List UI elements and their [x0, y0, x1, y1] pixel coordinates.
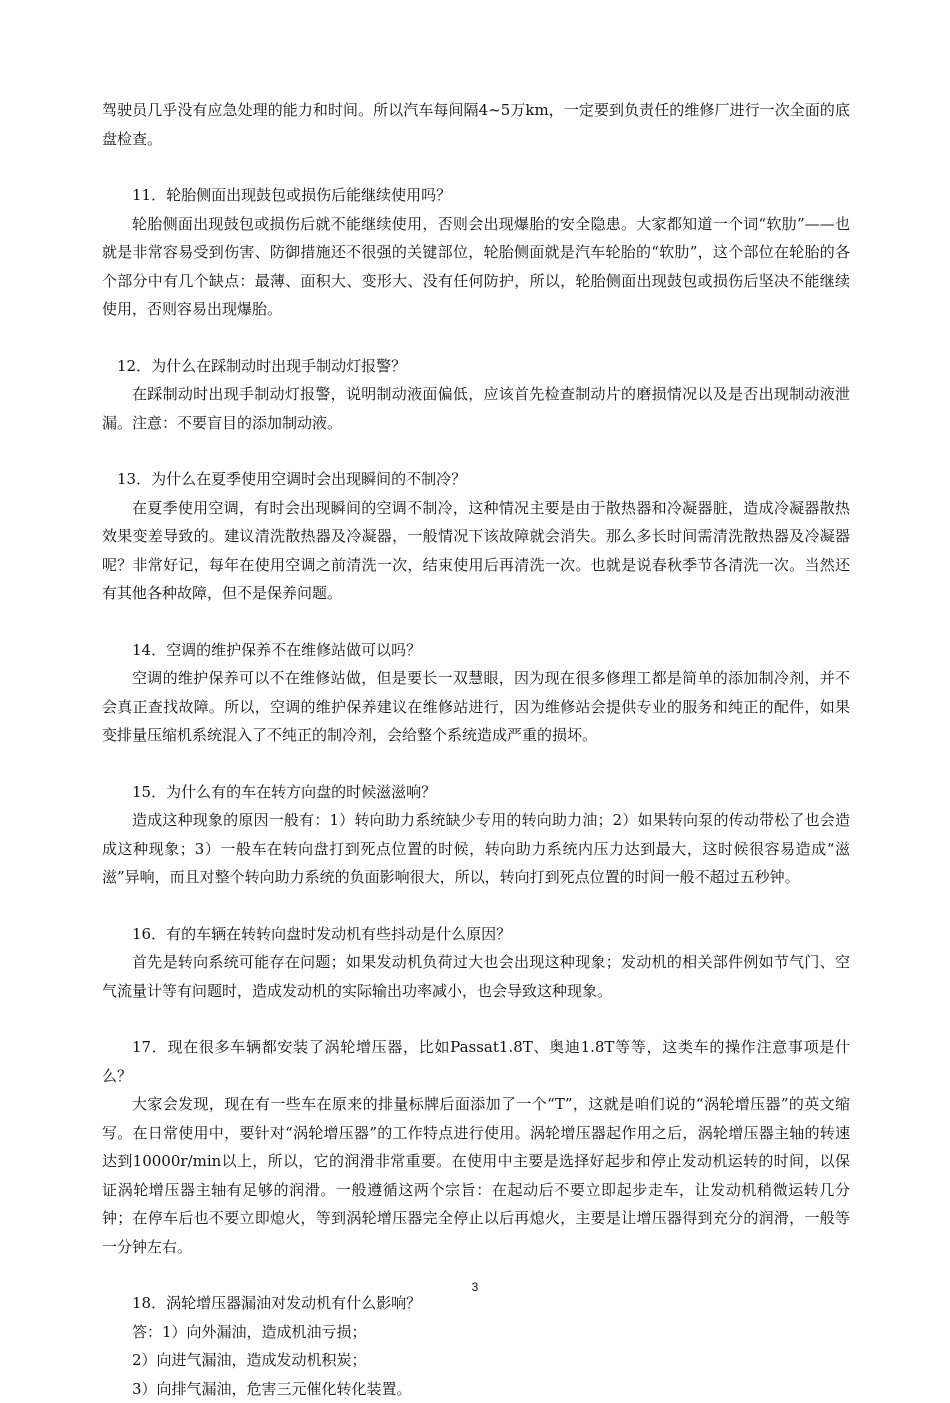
- answer-14: 空调的维护保养可以不在维修站做，但是要长一双慧眼，因为现在很多修理工都是简单的添加制冷剂，并不会真正查找故障。所以，空调的维护保养建议在维修站进行，因为维修站会提供专业的服务和纯正的配件，如果变排量压缩机系统混入了不纯正的制冷剂，会给整个系统造成严重的损坏。: [102, 664, 850, 750]
- question-17: 17．现在很多车辆都安装了涡轮增压器，比如Passat1.8T、奥迪1.8T等等，这类车的操作注意事项是什么？: [102, 1033, 850, 1090]
- page-number: 3: [0, 1280, 950, 1294]
- spacer: [102, 437, 850, 465]
- spacer: [102, 608, 850, 636]
- spacer: [102, 1005, 850, 1033]
- question-14: 14．空调的维护保养不在维修站做可以吗？: [102, 636, 850, 665]
- question-11: 11．轮胎侧面出现鼓包或损伤后能继续使用吗？: [102, 181, 850, 210]
- answer-15: 造成这种现象的原因一般有：1）转向助力系统缺少专用的转向助力油；2）如果转向泵的传动带松了也会造成这种现象；3）一般车在转向盘打到死点位置的时候，转向助力系统内压力达到最大，这时候很容易造成“滋滋”异响，而且对整个转向助力系统的负面影响很大，所以，转向打到死点位置的时间一般不超过五秒钟。: [102, 806, 850, 892]
- spacer: [102, 750, 850, 778]
- answer-18-line-3: 3）向排气漏油，危害三元催化转化装置。: [102, 1375, 850, 1403]
- answer-12: 在踩制动时出现手制动灯报警，说明制动液面偏低，应该首先检查制动片的磨损情况以及是否出现制动液泄漏。注意：不要盲目的添加制动液。: [102, 380, 850, 437]
- spacer: [102, 153, 850, 181]
- answer-11: 轮胎侧面出现鼓包或损伤后就不能继续使用，否则会出现爆胎的安全隐患。大家都知道一个词“软肋”——也就是非常容易受到伤害、防御措施还不很强的关键部位，轮胎侧面就是汽车轮胎的“软肋”，这个部位在轮胎的各个部分中有几个缺点：最薄、面积大、变形大、没有任何防护，所以，轮胎侧面出现鼓包或损伤后坚决不能继续使用，否则容易出现爆胎。: [102, 210, 850, 324]
- question-18: 18．涡轮增压器漏油对发动机有什么影响？: [102, 1289, 850, 1318]
- answer-18-line-2: 2）向进气漏油，造成发动机积炭；: [102, 1346, 850, 1375]
- spacer: [102, 892, 850, 920]
- intro-paragraph: 驾驶员几乎没有应急处理的能力和时间。所以汽车每间隔4~5万km，一定要到负责任的维修厂进行一次全面的底盘检查。: [102, 96, 850, 153]
- answer-16: 首先是转向系统可能存在问题；如果发动机负荷过大也会出现这种现象；发动机的相关部件例如节气门、空气流量计等有问题时，造成发动机的实际输出功率减小，也会导致这种现象。: [102, 948, 850, 1005]
- question-15: 15．为什么有的车在转方向盘的时候滋滋响？: [102, 778, 850, 807]
- page-body: [102, 96, 850, 1403]
- answer-18-line-1: 答：1）向外漏油，造成机油亏损；: [102, 1318, 850, 1347]
- question-16: 16．有的车辆在转转向盘时发动机有些抖动是什么原因？: [102, 920, 850, 949]
- spacer: [102, 324, 850, 352]
- answer-13: 在夏季使用空调，有时会出现瞬间的空调不制冷，这种情况主要是由于散热器和冷凝器脏，造成冷凝器散热效果变差导致的。建议清洗散热器及冷凝器，一般情况下该故障就会消失。那么多长时间需清洗散热器及冷凝器呢？非常好记，每年在使用空调之前清洗一次，结束使用后再清洗一次。也就是说春秋季节各清洗一次。当然还有其他各种故障，但不是保养问题。: [102, 494, 850, 608]
- question-13: 13．为什么在夏季使用空调时会出现瞬间的不制冷？: [102, 465, 850, 494]
- answer-17: 大家会发现，现在有一些车在原来的排量标牌后面添加了一个“T”，这就是咱们说的“涡轮增压器”的英文缩写。在日常使用中，要针对“涡轮增压器”的工作特点进行使用。涡轮增压器起作用之后，涡轮增压器主轴的转速达到10000r/min以上，所以，它的润滑非常重要。在使用中主要是选择好起步和停止发动机运转的时间，以保证涡轮增压器主轴有足够的润滑。一般遵循这两个宗旨：在起动后不要立即起步走车，让发动机稍微运转几分钟；在停车后也不要立即熄火，等到涡轮增压器完全停止以后再熄火，主要是让增压器得到充分的润滑，一般等一分钟左右。: [102, 1090, 850, 1261]
- question-12: 12．为什么在踩制动时出现手制动灯报警？: [102, 352, 850, 381]
